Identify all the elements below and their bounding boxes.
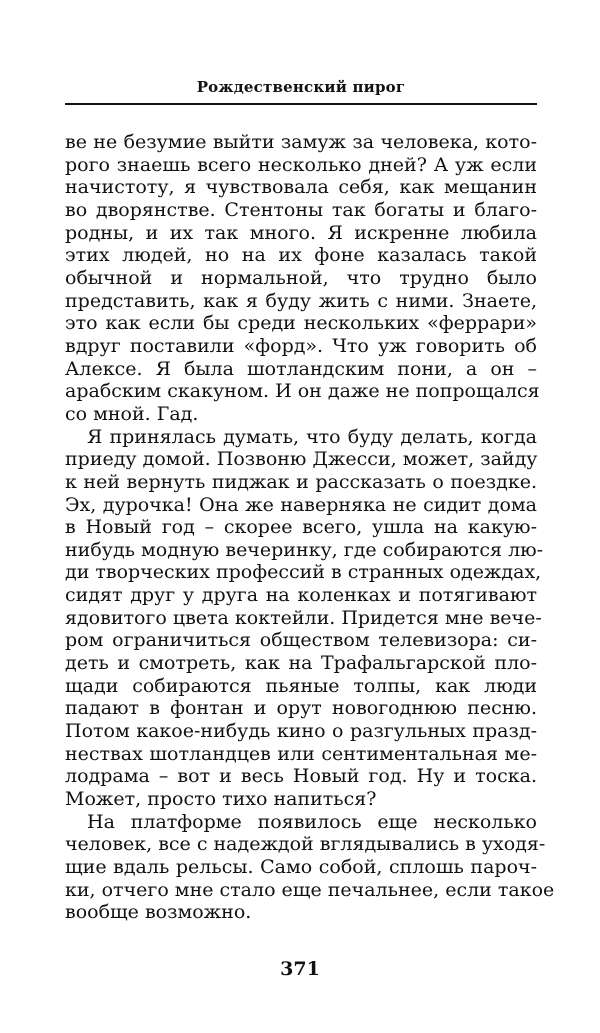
- text-line: деть и смотреть, как на Трафальгарской пло-: [65, 652, 537, 675]
- text-line: к ней вернуть пиджак и рассказать о поездке.: [65, 470, 537, 493]
- text-line: ядовитого цвета коктейли. Придется мне вече-: [65, 606, 542, 629]
- text-line: вообще возможно.: [65, 901, 252, 924]
- text-line: Алексе. Я была шотландским пони, а он –: [65, 357, 537, 380]
- text-line: щади собираются пьяные толпы, как люди: [65, 674, 537, 697]
- text-line: ром ограничиться обществом телевизора: си-: [65, 629, 537, 652]
- text-line: Потом какое-нибудь кино о разгульных празд-: [65, 720, 537, 743]
- text-line: сидят друг у друга на коленках и потягивают: [65, 584, 537, 607]
- text-line: в Новый год – скорее всего, ушла на какую-: [65, 516, 537, 539]
- text-line: вдруг поставили «форд». Что уж говорить об: [65, 334, 537, 357]
- text-line: На платформе появилось еще несколько: [87, 810, 537, 833]
- paragraph: [65, 810, 555, 924]
- text-line: нествах шотландцев или сентиментальная ме-: [65, 742, 537, 765]
- text-line: падают в фонтан и орут новогоднюю песню.: [65, 697, 537, 720]
- header-rule: [65, 103, 537, 105]
- paragraph: [65, 425, 544, 811]
- text-line: приеду домой. Позвоню Джесси, может, зайду: [65, 448, 538, 471]
- text-line: нибудь модную вечеринку, где собираются лю-: [65, 538, 544, 561]
- text-line: родны, и их так много. Я искренне любила: [65, 221, 537, 244]
- text-line: Я принялась думать, что буду делать, когда: [87, 425, 537, 448]
- text-line: рого знаешь всего несколько дней? А уж если: [65, 153, 537, 176]
- page-number: 371: [280, 958, 320, 980]
- text-line: это как если бы среди нескольких «феррари»: [65, 312, 537, 335]
- text-line: этих людей, но на их фоне казалась такой: [65, 244, 537, 267]
- text-line: представить, как я буду жить с ними. Знаете,: [65, 289, 537, 312]
- text-line: ве не безумие выйти замуж за человека, кото-: [65, 131, 537, 153]
- text-line: начистоту, я чувствовала себя, как мещанин: [65, 176, 537, 199]
- text-line: ди творческих профессий в странных одеждах,: [65, 561, 542, 584]
- page-body: [65, 131, 555, 924]
- text-line: ки, отчего мне стало еще печальнее, если такое: [65, 878, 555, 901]
- text-line: со мной. Гад.: [65, 402, 199, 425]
- text-line: Эх, дурочка! Она же наверняка не сидит дома: [65, 493, 537, 516]
- text-line: во дворянстве. Стентоны так богаты и благо-: [65, 198, 537, 221]
- text-line: обычной и нормальной, что трудно было: [65, 266, 537, 289]
- running-header: Рождественский пирог: [196, 78, 406, 96]
- text-line: лодрама – вот и весь Новый год. Ну и тоска.: [65, 765, 537, 788]
- paragraph: [65, 131, 540, 426]
- text-line: Может, просто тихо напиться?: [65, 788, 377, 811]
- text-line: щие вдаль рельсы. Само собой, сплошь пароч-: [65, 856, 537, 878]
- text-line: арабским скакуном. И он даже не попрощался: [65, 380, 540, 403]
- text-line: человек, все с надеждой вглядывались в уходя-: [65, 833, 546, 856]
